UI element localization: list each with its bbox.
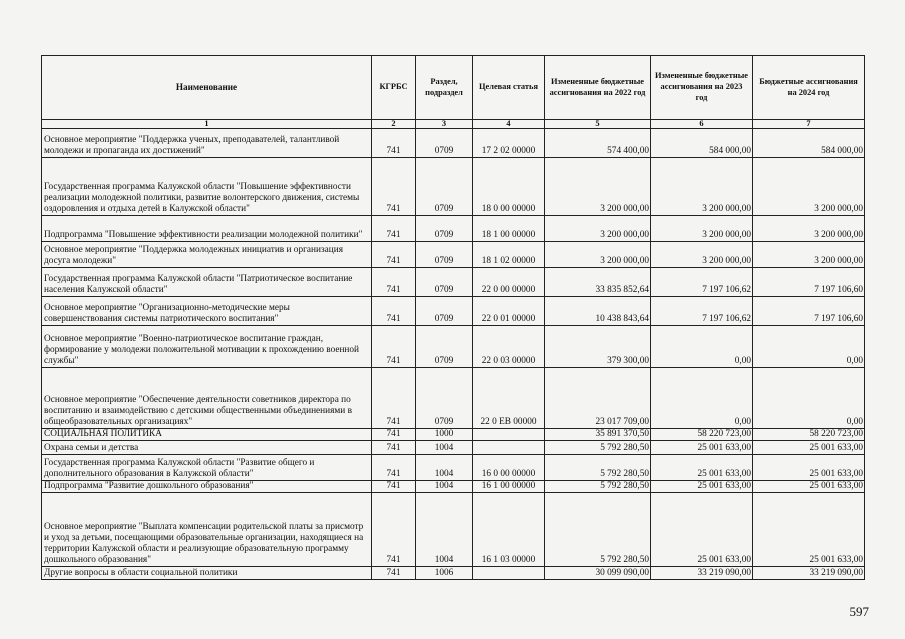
row-2023-cell: 25 001 633,00 <box>651 441 753 455</box>
row-2023-cell: 25 001 633,00 <box>651 481 753 493</box>
row-kgrbs-cell: 741 <box>372 242 416 268</box>
row-target-cell: 22 0 EB 00000 <box>473 368 545 429</box>
row-target-cell <box>473 567 545 580</box>
column-number: 3 <box>416 120 473 129</box>
row-name-cell: Государственная программа Калужской области "Повышение эффективности реализации молодежной политики, развитие волонтерского движения, системы оздоровления и отдыха детей в Калужской области" <box>42 158 372 216</box>
row-kgrbs-cell: 741 <box>372 481 416 493</box>
row-kgrbs-cell: 741 <box>372 129 416 158</box>
table-row <box>42 481 865 493</box>
row-name-cell: Подпрограмма "Повышение эффективности реализации молодежной политики" <box>42 216 372 242</box>
row-target-cell: 16 1 03 00000 <box>473 493 545 567</box>
row-2024-cell: 7 197 106,60 <box>753 268 865 297</box>
row-2024-cell: 7 197 106,60 <box>753 297 865 326</box>
table-row <box>42 493 865 567</box>
row-2023-cell: 3 200 000,00 <box>651 216 753 242</box>
row-name-cell: Подпрограмма "Развитие дошкольного образования" <box>42 481 372 493</box>
table-body <box>42 129 865 580</box>
row-2024-cell: 3 200 000,00 <box>753 158 865 216</box>
row-target-cell <box>473 441 545 455</box>
row-2024-cell: 3 200 000,00 <box>753 216 865 242</box>
row-2022-cell: 3 200 000,00 <box>545 216 651 242</box>
row-kgrbs-cell: 741 <box>372 567 416 580</box>
row-target-cell <box>473 429 545 441</box>
row-2022-cell: 379 300,00 <box>545 326 651 368</box>
budget-table <box>41 55 865 580</box>
row-2023-cell: 25 001 633,00 <box>651 455 753 481</box>
header-kgrbs: КГРБС <box>372 56 416 120</box>
row-2023-cell: 33 219 090,00 <box>651 567 753 580</box>
row-section-cell: 0709 <box>416 158 473 216</box>
header-name: Наименование <box>42 56 372 120</box>
row-2024-cell: 3 200 000,00 <box>753 242 865 268</box>
row-2022-cell: 33 835 852,64 <box>545 268 651 297</box>
row-section-cell: 0709 <box>416 129 473 158</box>
row-name-cell: Основное мероприятие "Военно-патриотическое воспитание граждан, формирование у молодежи положительной мотивации к прохождению военной службы" <box>42 326 372 368</box>
row-target-cell: 22 0 00 00000 <box>473 268 545 297</box>
row-section-cell: 0709 <box>416 242 473 268</box>
table-row <box>42 368 865 429</box>
column-number-row <box>42 120 865 129</box>
row-2024-cell: 33 219 090,00 <box>753 567 865 580</box>
row-section-cell: 0709 <box>416 297 473 326</box>
column-number: 2 <box>372 120 416 129</box>
table-row <box>42 268 865 297</box>
row-2024-cell: 0,00 <box>753 368 865 429</box>
table-row <box>42 567 865 580</box>
header-2022: Измененные бюджетные ассигнования на 2022 год <box>545 56 651 120</box>
row-target-cell: 18 0 00 00000 <box>473 158 545 216</box>
table-row <box>42 297 865 326</box>
row-section-cell: 0709 <box>416 368 473 429</box>
row-kgrbs-cell: 741 <box>372 493 416 567</box>
row-kgrbs-cell: 741 <box>372 326 416 368</box>
row-2024-cell: 25 001 633,00 <box>753 493 865 567</box>
column-number: 6 <box>651 120 753 129</box>
row-2023-cell: 3 200 000,00 <box>651 158 753 216</box>
header-target: Целевая статья <box>473 56 545 120</box>
row-section-cell: 1004 <box>416 455 473 481</box>
column-number: 5 <box>545 120 651 129</box>
row-section-cell: 1000 <box>416 429 473 441</box>
column-number: 7 <box>753 120 865 129</box>
row-kgrbs-cell: 741 <box>372 455 416 481</box>
table-row <box>42 216 865 242</box>
row-kgrbs-cell: 741 <box>372 158 416 216</box>
row-2022-cell: 5 792 280,50 <box>545 455 651 481</box>
table-row <box>42 326 865 368</box>
header-2024: Бюджетные ассигнования на 2024 год <box>753 56 865 120</box>
row-name-cell: Основное мероприятие "Обеспечение деятельности советников директора по воспитанию и взаимодействию с детскими общественными объединениями в общеобразовательных организациях" <box>42 368 372 429</box>
row-2023-cell: 7 197 106,62 <box>651 297 753 326</box>
row-kgrbs-cell: 741 <box>372 216 416 242</box>
row-target-cell: 18 1 00 00000 <box>473 216 545 242</box>
row-name-cell: Основное мероприятие "Выплата компенсации родительской платы за присмотр и уход за детьми, посещающими образовательные организации, находящиеся на территории Калужской области и реализующие образовательную программу дошкольного образования" <box>42 493 372 567</box>
row-name-cell: Основное мероприятие "Организационно-методические меры совершенствования системы патриотического воспитания" <box>42 297 372 326</box>
row-target-cell: 22 0 01 00000 <box>473 297 545 326</box>
row-2022-cell: 23 017 709,00 <box>545 368 651 429</box>
row-name-cell: Основное мероприятие "Поддержка молодежных инициатив и организация досуга молодежи" <box>42 242 372 268</box>
row-name-cell: Государственная программа Калужской области "Развитие общего и дополнительного образования в Калужской области" <box>42 455 372 481</box>
header-2023: Измененные бюджетные ассигнования на 2023 год <box>651 56 753 120</box>
row-2024-cell: 25 001 633,00 <box>753 481 865 493</box>
row-2023-cell: 58 220 723,00 <box>651 429 753 441</box>
row-name-cell: СОЦИАЛЬНАЯ ПОЛИТИКА <box>42 429 372 441</box>
row-section-cell: 1004 <box>416 441 473 455</box>
row-name-cell: Другие вопросы в области социальной политики <box>42 567 372 580</box>
table-row <box>42 129 865 158</box>
row-target-cell: 16 0 00 00000 <box>473 455 545 481</box>
row-2023-cell: 0,00 <box>651 368 753 429</box>
row-section-cell: 1004 <box>416 481 473 493</box>
row-2022-cell: 5 792 280,50 <box>545 441 651 455</box>
row-name-cell: Государственная программа Калужской области "Патриотическое воспитание населения Калужской области" <box>42 268 372 297</box>
row-2022-cell: 30 099 090,00 <box>545 567 651 580</box>
row-kgrbs-cell: 741 <box>372 441 416 455</box>
row-section-cell: 1004 <box>416 493 473 567</box>
page-number: 597 <box>849 604 869 619</box>
row-section-cell: 0709 <box>416 326 473 368</box>
row-target-cell: 18 1 02 00000 <box>473 242 545 268</box>
row-kgrbs-cell: 741 <box>372 268 416 297</box>
row-name-cell: Охрана семьи и детства <box>42 441 372 455</box>
row-2023-cell: 25 001 633,00 <box>651 493 753 567</box>
row-2022-cell: 3 200 000,00 <box>545 242 651 268</box>
row-2024-cell: 25 001 633,00 <box>753 455 865 481</box>
row-section-cell: 0709 <box>416 268 473 297</box>
column-number: 4 <box>473 120 545 129</box>
header-section: Раздел, подраздел <box>416 56 473 120</box>
row-target-cell: 22 0 03 00000 <box>473 326 545 368</box>
row-2022-cell: 574 400,00 <box>545 129 651 158</box>
row-2022-cell: 5 792 280,50 <box>545 493 651 567</box>
header-row <box>42 56 865 120</box>
column-number: 1 <box>42 120 372 129</box>
row-2024-cell: 58 220 723,00 <box>753 429 865 441</box>
row-2023-cell: 3 200 000,00 <box>651 242 753 268</box>
table-row <box>42 441 865 455</box>
table-row <box>42 455 865 481</box>
row-2023-cell: 584 000,00 <box>651 129 753 158</box>
row-2022-cell: 10 438 843,64 <box>545 297 651 326</box>
row-section-cell: 0709 <box>416 216 473 242</box>
row-2022-cell: 35 891 370,50 <box>545 429 651 441</box>
row-section-cell: 1006 <box>416 567 473 580</box>
row-2022-cell: 5 792 280,50 <box>545 481 651 493</box>
row-2024-cell: 584 000,00 <box>753 129 865 158</box>
row-target-cell: 17 2 02 00000 <box>473 129 545 158</box>
row-2024-cell: 0,00 <box>753 326 865 368</box>
row-kgrbs-cell: 741 <box>372 368 416 429</box>
row-kgrbs-cell: 741 <box>372 429 416 441</box>
table-row <box>42 429 865 441</box>
row-target-cell: 16 1 00 00000 <box>473 481 545 493</box>
row-kgrbs-cell: 741 <box>372 297 416 326</box>
table-row <box>42 242 865 268</box>
row-2024-cell: 25 001 633,00 <box>753 441 865 455</box>
row-2023-cell: 0,00 <box>651 326 753 368</box>
row-name-cell: Основное мероприятие "Поддержка ученых, преподавателей, талантливой молодежи и пропаганда их достижений" <box>42 129 372 158</box>
row-2023-cell: 7 197 106,62 <box>651 268 753 297</box>
table-row <box>42 158 865 216</box>
row-2022-cell: 3 200 000,00 <box>545 158 651 216</box>
